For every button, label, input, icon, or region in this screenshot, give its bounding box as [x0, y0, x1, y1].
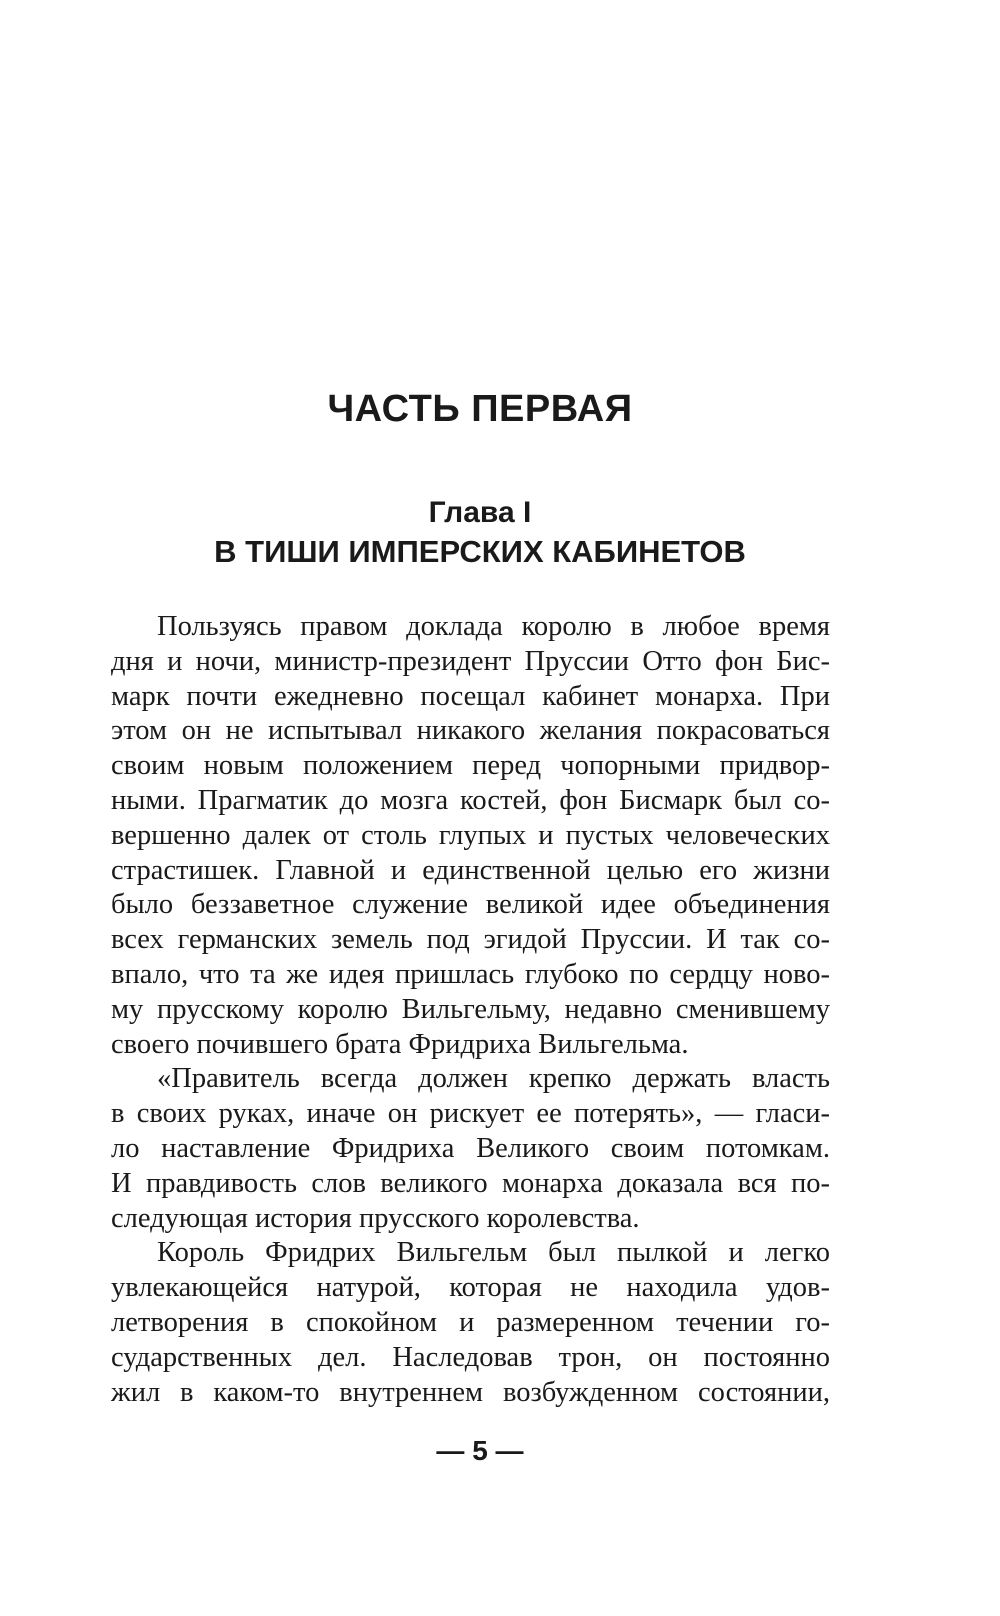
- text-line: Пользуясь правом доклада королю в любое время: [157, 611, 830, 642]
- part-title: ЧАСТЬ ПЕРВАЯ: [327, 388, 633, 430]
- text-line: было беззаветное служение великой идее объединения: [111, 889, 830, 921]
- paragraph: [111, 610, 830, 1062]
- text-line: своего почившего брата Фридриха Вильгельма.: [111, 1028, 689, 1060]
- chapter-title: В ТИШИ ИМПЕРСКИХ КАБИНЕТОВ: [214, 534, 746, 569]
- text-line: следующая история прусского королевства.: [111, 1202, 640, 1234]
- text-line: марк почти ежедневно посещал кабинет монарха. При: [111, 680, 830, 712]
- text-line: этом он не испытывал никакого желания покрасоваться: [111, 715, 830, 747]
- text-line: ло наставление Фридриха Великого своим потомкам.: [111, 1132, 830, 1164]
- text-line: дня и ночи, министр-президент Пруссии Отто фон Бис-: [111, 645, 830, 677]
- text-line: И правдивость слов великого монарха доказала вся по-: [111, 1167, 830, 1199]
- text-line: вершенно далек от столь глупых и пустых человеческих: [111, 819, 830, 851]
- text-line: летворения в спокойном и размеренном течении го-: [111, 1306, 830, 1338]
- text-line: «Правитель всегда должен крепко держать власть: [157, 1063, 830, 1095]
- text-line: увлекающейся натурой, которая не находила удов-: [111, 1272, 830, 1304]
- text-line: всех германских земель под эгидой Пруссии. И так со-: [111, 924, 830, 956]
- chapter-number: Глава I: [428, 496, 532, 529]
- text-line: страстишек. Главной и единственной целью его жизни: [111, 854, 830, 886]
- page-number: — 5 —: [436, 1435, 524, 1466]
- text-line: в своих руках, иначе он рискует ее потерять», — гласи-: [111, 1098, 830, 1130]
- paragraph: [111, 1236, 830, 1410]
- text-line: своим новым положением перед чопорными придвор-: [111, 750, 830, 782]
- text-line: Король Фридрих Вильгельм был пылкой и легко: [157, 1237, 830, 1269]
- text-line: впало, что та же идея пришлась глубоко по сердцу ново-: [111, 958, 830, 990]
- text-line: му прусскому королю Вильгельму, недавно сменившему: [111, 993, 830, 1025]
- text-line: сударственных дел. Наследовав трон, он постоянно: [111, 1341, 830, 1373]
- body-text: [111, 610, 830, 1410]
- paragraph: [111, 1062, 830, 1236]
- text-line: ными. Прагматик до мозга костей, фон Бисмарк был со-: [111, 784, 830, 816]
- text-line: жил в каком-то внутреннем возбужденном состоянии,: [111, 1376, 830, 1408]
